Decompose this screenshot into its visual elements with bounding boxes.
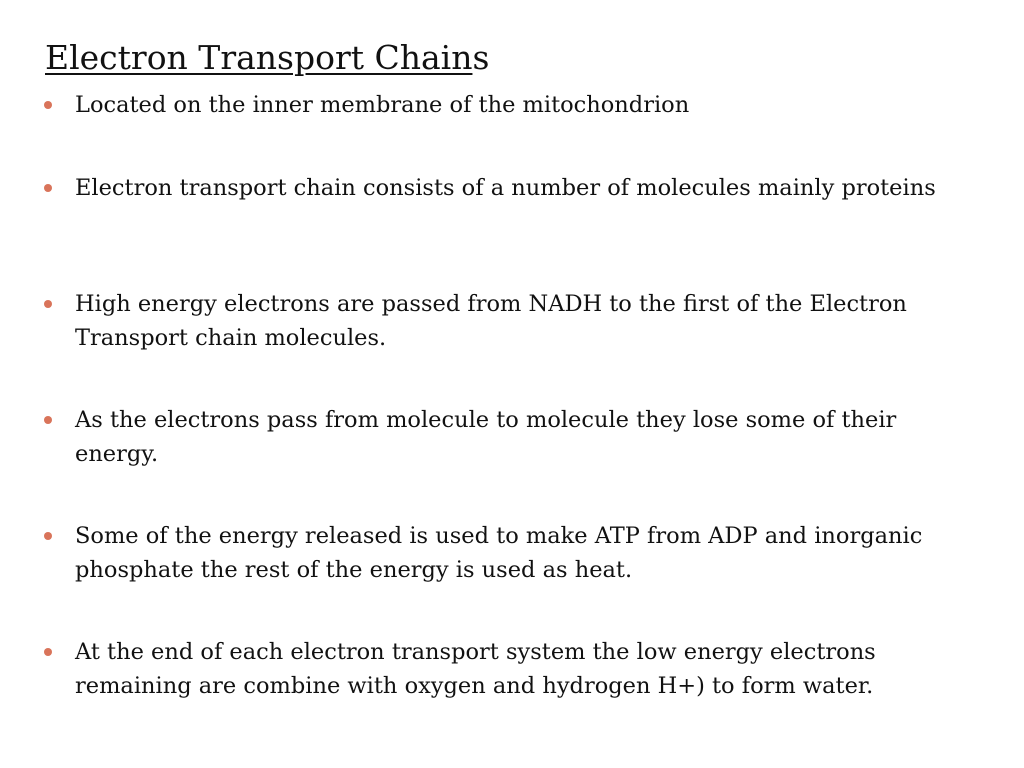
slide-title-suffix: s bbox=[472, 38, 490, 77]
bullet-text: At the end of each electron transport system the low energy electrons remaining are combine with oxygen and hydrogen H+) to form water. bbox=[75, 639, 876, 699]
bullet-dot-icon bbox=[44, 416, 52, 424]
bullet-item bbox=[44, 287, 984, 355]
bullet-item bbox=[44, 403, 984, 471]
bullet-item bbox=[44, 88, 984, 122]
bullet-dot-icon bbox=[44, 300, 52, 308]
bullet-dot-icon bbox=[44, 101, 52, 109]
bullet-item bbox=[44, 635, 984, 703]
bullet-text: High energy electrons are passed from NADH to the first of the Electron Transport chain molecules. bbox=[75, 291, 907, 351]
slide-title-underlined: Electron Transport Chain bbox=[45, 38, 473, 77]
bullet-dot-icon bbox=[44, 184, 52, 192]
bullet-text: Some of the energy released is used to make ATP from ADP and inorganic phosphate the rest of the energy is used as heat. bbox=[75, 523, 923, 583]
bullet-text: As the electrons pass from molecule to molecule they lose some of their energy. bbox=[75, 407, 897, 467]
bullet-dot-icon bbox=[44, 532, 52, 540]
bullet-item bbox=[44, 171, 984, 205]
bullet-item bbox=[44, 519, 984, 587]
bullet-text: Electron transport chain consists of a number of molecules mainly proteins bbox=[75, 175, 936, 201]
bullet-text: Located on the inner membrane of the mitochondrion bbox=[75, 92, 690, 118]
bullet-dot-icon bbox=[44, 648, 52, 656]
